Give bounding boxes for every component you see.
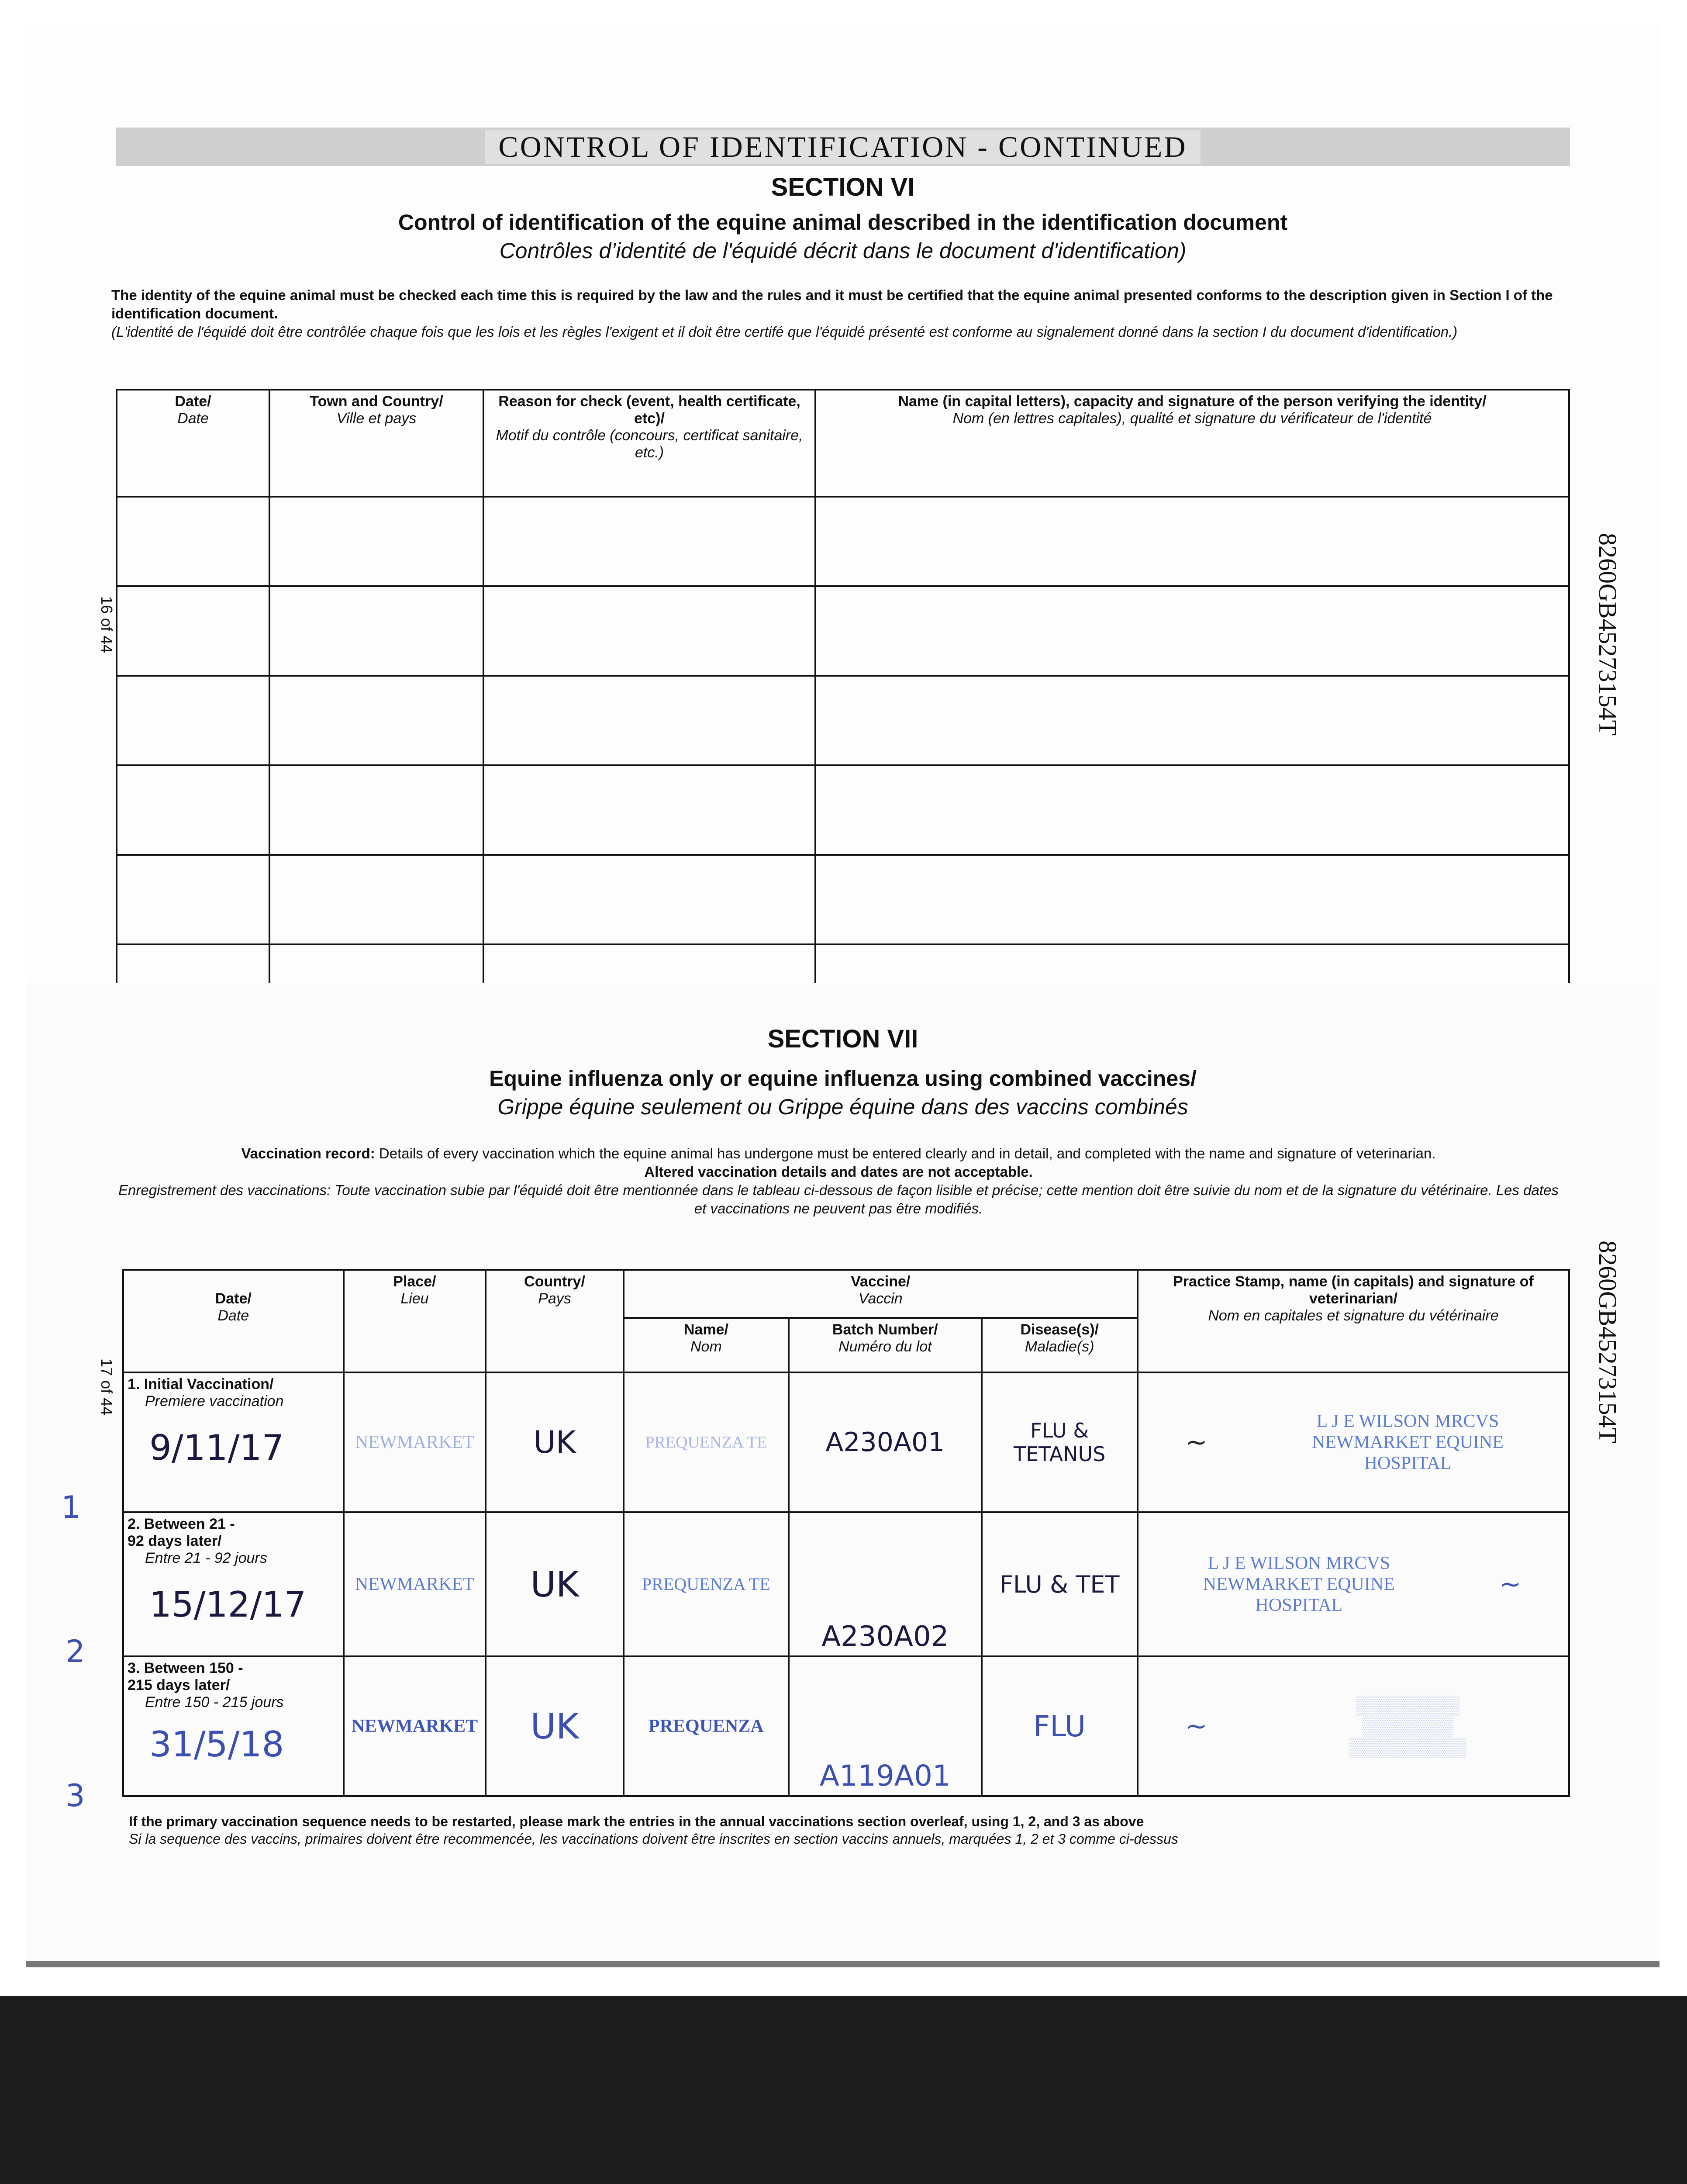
table-cell	[483, 855, 815, 944]
vaccine-cell	[624, 1656, 789, 1796]
col-town	[269, 390, 483, 497]
vaccine-name: PREQUENZA	[649, 1716, 764, 1736]
vaccination-date: 31/5/18	[149, 1724, 284, 1765]
col-place-en: Place/	[393, 1273, 436, 1290]
col-batch-en: Batch Number/	[832, 1321, 938, 1338]
table-cell	[269, 765, 483, 855]
country-cell	[486, 1372, 623, 1512]
page-number-17: 17 of 44	[98, 1358, 116, 1416]
table-row	[117, 586, 1569, 676]
table-row	[117, 765, 1569, 855]
section-vii-heading: SECTION VII	[767, 1025, 918, 1053]
col-name-fr: Nom	[690, 1338, 722, 1355]
table-cell	[117, 765, 269, 855]
col-name	[624, 1318, 789, 1372]
vaccine-name: PREQUENZA TE	[645, 1433, 767, 1451]
batch-cell	[789, 1656, 981, 1796]
scan-background	[0, 1996, 1687, 2184]
vaccine-cell	[624, 1512, 789, 1656]
margin-number: 3	[66, 1778, 85, 1814]
vaccine-name: PREQUENZA TE	[642, 1574, 770, 1594]
table-header-row	[117, 390, 1569, 497]
batch-cell	[789, 1512, 981, 1656]
col-vaccine	[624, 1270, 1138, 1318]
table-cell	[117, 855, 269, 944]
col-date-fr: Date	[217, 1307, 249, 1324]
table-cell	[815, 586, 1569, 676]
disease-cell	[982, 1512, 1138, 1656]
vet-signature: ~	[1185, 1711, 1207, 1742]
table-row	[123, 1512, 1569, 1656]
section-vi-title: Control of identification of the equine animal described in the identification document	[398, 210, 1288, 235]
place-cell	[344, 1512, 486, 1656]
table-cell	[815, 497, 1569, 586]
place-cell	[344, 1372, 486, 1512]
row-date-cell	[123, 1372, 344, 1512]
table-cell	[815, 855, 1569, 944]
vaccination-notice	[111, 1144, 1566, 1218]
table-cell	[483, 676, 815, 765]
faded-practice-stamp: ▒▒▒▒▒▒▒▒ ▒▒▒▒▒▒▒ ▒▒▒▒▒▒▒▒▒	[1349, 1695, 1466, 1757]
identity-check-table	[116, 389, 1570, 998]
table-cell	[269, 497, 483, 586]
table-cell	[269, 586, 483, 676]
table-cell	[815, 765, 1569, 855]
col-stamp-fr: Nom en capitales et signature du vétérinaire	[1208, 1307, 1499, 1324]
identity-notice	[111, 286, 1566, 341]
table-cell	[117, 676, 269, 765]
margin-number: 2	[66, 1634, 85, 1669]
practice-stamp: L J E WILSON MRCVS NEWMARKET EQUINE HOSPITAL	[1203, 1553, 1395, 1615]
row-label-fr: Entre 21 - 92 jours	[145, 1550, 267, 1566]
table-row	[117, 855, 1569, 944]
serial-number-top: 8260GB45273154T	[1594, 533, 1622, 736]
stamp-cell	[1138, 1656, 1569, 1796]
row-label: 1. Initial Vaccination/	[128, 1376, 274, 1393]
col-batch-fr: Numéro du lot	[838, 1338, 932, 1355]
col-place	[344, 1270, 486, 1372]
section-banner	[116, 128, 1570, 166]
row-label: 2. Between 21 - 92 days later/	[128, 1516, 235, 1549]
section-vii-title-fr: Grippe équine seulement ou Grippe équine dans des vaccins combinés	[497, 1095, 1188, 1119]
disease-cell	[982, 1372, 1138, 1512]
identity-notice-fr: (L'identité de l'équidé doit être contrôlée chaque fois que les lois et les règles l'exigent et il doit être certifé que l'équidé présenté est conforme au signalement donné dans la section I du document d'identification.)	[111, 324, 1458, 340]
vaccination-notice-fr: Toute vaccination subie par l'équidé doit être mentionnée dans le tableau ci-dessous de façon lisible et précise; cette mention doit être suivie du nom et de la signature du vétérinaire. Les dates et vaccinations ne peuvent pas être modifiés.	[335, 1182, 1559, 1216]
page-number-16: 16 of 44	[98, 596, 116, 653]
vaccination-notice-en2: Altered vaccination details and dates are not acceptable.	[644, 1164, 1033, 1180]
col-disease-en: Disease(s)/	[1020, 1321, 1099, 1338]
row-date-cell	[123, 1512, 344, 1656]
country-value: UK	[530, 1706, 579, 1747]
batch-cell	[789, 1372, 981, 1512]
col-date-fr: Date	[177, 410, 209, 427]
margin-number: 1	[61, 1489, 81, 1525]
col-name-en: Name/	[683, 1321, 728, 1338]
vaccine-cell	[624, 1372, 789, 1512]
table-header-row	[123, 1270, 1569, 1318]
col-stamp-en: Practice Stamp, name (in capitals) and signature of veterinarian/	[1173, 1273, 1534, 1307]
stamp-cell	[1138, 1512, 1569, 1656]
place-stamp: NEWMARKET	[355, 1432, 474, 1452]
col-town-fr: Ville et pays	[336, 410, 417, 427]
col-country	[486, 1270, 623, 1372]
col-date-en: Date/	[215, 1290, 252, 1307]
practice-stamp: L J E WILSON MRCVS NEWMARKET EQUINE HOSPITAL	[1312, 1411, 1504, 1473]
col-verifier-fr: Nom (en lettres capitales), qualité et signature du vérificateur de l'identité	[952, 410, 1432, 427]
section-vi-title-fr: Contrôles d’identité de l'équidé décrit dans le document d'identification)	[499, 238, 1187, 263]
table-row	[123, 1372, 1569, 1512]
section-vii-title: Equine influenza only or equine influenza using combined vaccines/	[489, 1066, 1197, 1091]
batch-number: A230A02	[821, 1621, 949, 1653]
row-label-fr: Entre 150 - 215 jours	[145, 1694, 284, 1711]
vaccination-notice-label: Vaccination record:	[241, 1145, 375, 1161]
col-disease	[982, 1318, 1138, 1372]
restart-footnote-fr: Si la sequence des vaccins, primaires doivent être recommencée, les vaccinations doivent être inscrites en section vaccins annuels, marquées 1, 2 et 3 comme ci-dessus	[129, 1831, 1178, 1847]
disease-value: FLU	[1033, 1709, 1086, 1743]
section-vi-page	[26, 24, 1659, 1000]
vaccination-table	[122, 1269, 1570, 1797]
col-disease-fr: Maladie(s)	[1025, 1338, 1094, 1355]
vaccination-notice-fr-label: Enregistrement des vaccinations:	[118, 1182, 331, 1198]
banner-title: CONTROL OF IDENTIFICATION - CONTINUED	[485, 130, 1200, 164]
col-reason	[483, 390, 815, 497]
vet-signature: ~	[1499, 1569, 1521, 1600]
disease-value: FLU & TETANUS	[1014, 1419, 1106, 1466]
col-country-fr: Pays	[538, 1290, 571, 1307]
col-stamp	[1138, 1270, 1569, 1372]
table-cell	[483, 586, 815, 676]
col-vaccine-fr: Vaccin	[858, 1290, 903, 1307]
place-stamp: NEWMARKET	[355, 1574, 474, 1594]
country-value: UK	[533, 1424, 576, 1460]
country-cell	[486, 1512, 623, 1656]
restart-footnote	[129, 1813, 1178, 1848]
table-row	[117, 497, 1569, 586]
vet-signature: ~	[1185, 1427, 1207, 1458]
section-vi-heading: SECTION VI	[771, 173, 915, 201]
col-place-fr: Lieu	[400, 1290, 429, 1307]
row-label: 3. Between 150 - 215 days later/	[128, 1660, 243, 1693]
vaccination-date: 9/11/17	[149, 1427, 284, 1468]
col-batch	[789, 1318, 981, 1372]
stamp-cell	[1138, 1372, 1569, 1512]
col-reason-fr: Motif du contrôle (concours, certificat sanitaire, etc.)	[496, 427, 803, 461]
disease-cell	[982, 1656, 1138, 1796]
col-vaccine-en: Vaccine/	[851, 1273, 911, 1290]
col-date	[117, 390, 269, 497]
place-stamp: NEWMARKET	[351, 1716, 478, 1736]
row-label-fr: Premiere vaccination	[145, 1393, 284, 1410]
table-cell	[117, 586, 269, 676]
col-date	[123, 1270, 344, 1372]
col-country-en: Country/	[524, 1273, 585, 1290]
disease-value: FLU & TET	[999, 1570, 1120, 1598]
batch-number: A119A01	[819, 1759, 951, 1793]
serial-number-bottom: 8260GB45273154T	[1594, 1241, 1622, 1443]
table-cell	[483, 765, 815, 855]
place-cell	[344, 1656, 486, 1796]
table-cell	[269, 855, 483, 944]
table-row	[117, 676, 1569, 765]
table-cell	[815, 676, 1569, 765]
vaccination-date: 15/12/17	[149, 1584, 307, 1625]
vaccination-notice-en: Details of every vaccination which the equine animal has undergone must be entered clearly and in detail, and completed with the name and signature of veterinarian.	[379, 1145, 1436, 1161]
batch-number: A230A01	[825, 1427, 945, 1458]
restart-footnote-en: If the primary vaccination sequence needs to be restarted, please mark the entries in the annual vaccinations section overleaf, using 1, 2, and 3 as above	[129, 1814, 1144, 1829]
identity-notice-en: The identity of the equine animal must be checked each time this is required by the law and the rules and it must be certified that the equine animal presented conforms to the description given in Section I of the identification document.	[111, 287, 1553, 321]
col-verifier	[815, 390, 1569, 497]
col-town-en: Town and Country/	[310, 393, 443, 410]
row-date-cell	[123, 1656, 344, 1796]
table-cell	[483, 497, 815, 586]
section-vii-page	[26, 983, 1659, 1967]
col-reason-en: Reason for check (event, health certificate, etc)/	[498, 393, 800, 427]
country-value: UK	[530, 1564, 579, 1605]
table-cell	[269, 676, 483, 765]
col-verifier-en: Name (in capital letters), capacity and signature of the person verifying the identity/	[898, 393, 1487, 410]
country-cell	[486, 1656, 623, 1796]
table-cell	[117, 497, 269, 586]
col-date-en: Date/	[175, 393, 211, 410]
table-row	[123, 1656, 1569, 1796]
